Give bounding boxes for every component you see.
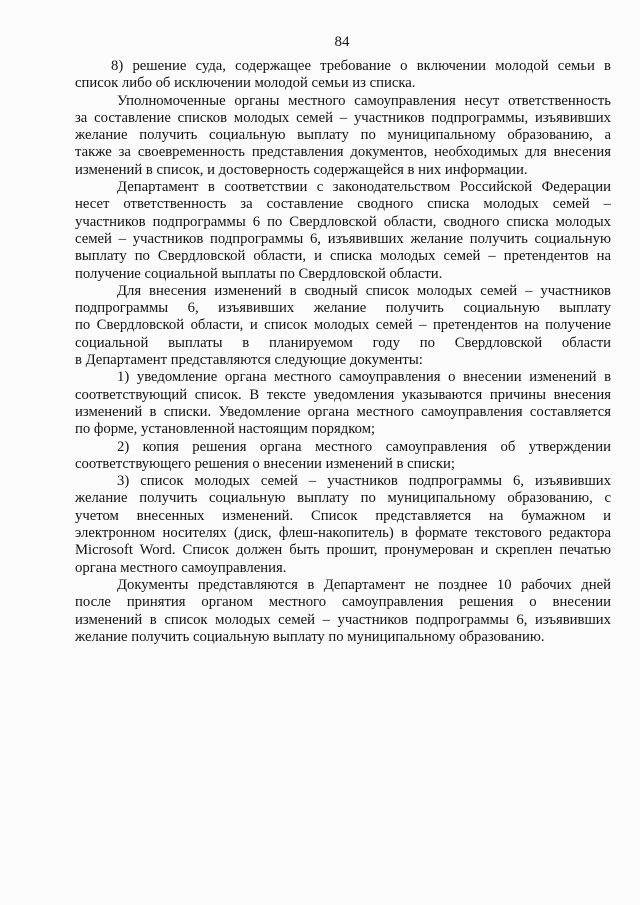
text-line: 1) уведомление органа местного самоуправления о внесении изменений в — [117, 369, 611, 386]
text-line: желание получить социальную выплату по муниципальному образованию, а — [75, 127, 611, 144]
text-line: Документы представляются в Департамент не позднее 10 рабочих дней — [117, 576, 611, 593]
text-line: электронном носителях (диск, флеш-накопитель) в формате текстового редактора — [75, 525, 611, 542]
page-number: 84 — [334, 34, 350, 50]
text-line: органа местного самоуправления. — [75, 559, 287, 576]
text-line: изменений в списки. Уведомление органа местного самоуправления составляется — [75, 403, 611, 420]
text-line: изменений в список молодых семей – участников подпрограммы 6, изъявивших — [75, 611, 611, 628]
text-line: подпрограммы 6, изъявивших желание получить социальную выплату — [75, 300, 611, 317]
text-line: 2) копия решения органа местного самоуправления об утверждении — [117, 438, 611, 455]
text-line: участников подпрограммы 6 по Свердловской области, сводного списка молодых — [75, 213, 611, 230]
text-line: также за своевременность представления документов, необходимых для внесения — [75, 144, 611, 161]
text-line: по форме, установленной настоящим порядком; — [75, 421, 376, 438]
text-line: Microsoft Word. Список должен быть прошит, пронумерован и скреплен печатью — [75, 542, 611, 559]
paragraph-deadline — [75, 577, 611, 646]
text-line: по Свердловской области, и список молодых семей – претендентов на получение — [75, 317, 611, 334]
document-body — [75, 58, 611, 646]
text-line: получение социальной выплаты по Свердловской области. — [75, 265, 443, 282]
paragraph-item-1 — [75, 369, 611, 438]
text-line: после принятия органом местного самоуправления решения о внесении — [75, 594, 611, 611]
text-line: Уполномоченные органы местного самоуправления несут ответственность — [117, 92, 611, 109]
text-line: социальной выплаты в планируемом году по Свердловской области — [75, 334, 611, 351]
paragraph-item-3 — [75, 473, 611, 577]
paragraph-item-8 — [75, 58, 611, 93]
paragraph-item-2 — [75, 439, 611, 474]
text-line: выплату по Свердловской области, и списка молодых семей – претендентов на — [75, 248, 611, 265]
text-line: желание получить социальную выплату по муниципальному образованию, с — [75, 490, 611, 507]
text-line: 8) решение суда, содержащее требование о включении молодой семьи в — [111, 58, 611, 74]
text-line: 3) список молодых семей – участников подпрограммы 6, изъявивших — [117, 473, 611, 490]
text-line: желание получить социальную выплату по муниципальному образованию. — [75, 628, 545, 645]
text-line: несет ответственность за составление сводного списка молодых семей – — [75, 196, 611, 213]
text-line: в Департамент представляются следующие документы: — [75, 352, 423, 369]
paragraph-responsibility-department — [75, 179, 611, 283]
paragraph-responsibility-local — [75, 93, 611, 179]
text-line: изменений в список, и достоверность содержащейся в них информации. — [75, 161, 528, 178]
paragraph-changes-intro — [75, 283, 611, 369]
text-line: Для внесения изменений в сводный список молодых семей – участников — [117, 282, 611, 299]
text-line: Департамент в соответствии с законодательством Российской Федерации — [117, 179, 611, 196]
text-line: семей – участников подпрограммы 6, изъявивших желание получить социальную — [75, 230, 611, 247]
text-line: список либо об исключении молодой семьи из списка. — [75, 75, 416, 92]
text-line: за составление списков молодых семей – участников подпрограммы, изъявивших — [75, 109, 611, 126]
text-line: соответствующий список. В тексте уведомления указываются причины внесения — [75, 386, 611, 403]
text-line: соответствующего решения о внесении изменений в списки; — [75, 455, 455, 472]
text-line: учетом внесенных изменений. Список представляется на бумажном и — [75, 507, 611, 524]
